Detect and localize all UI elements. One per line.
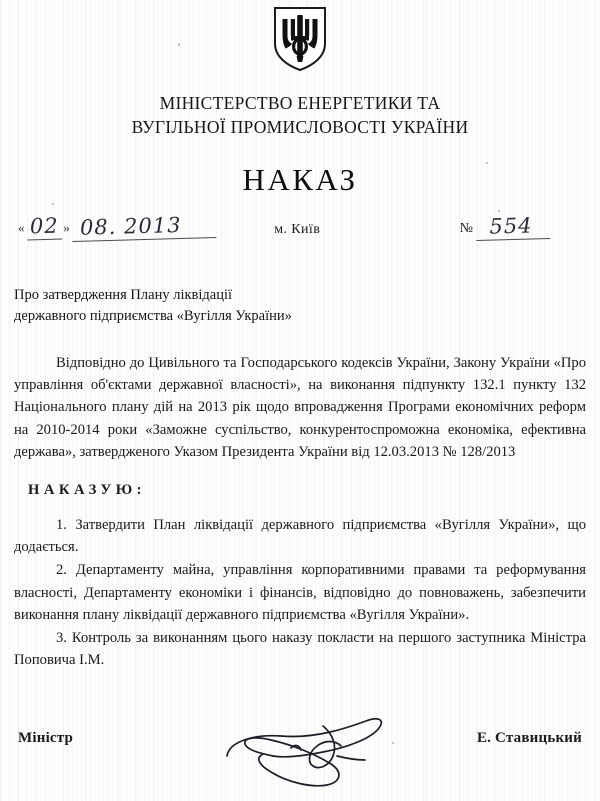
scan-speck [498,210,500,212]
body-item-2: 2. Департаменту майна, управління корпоративними правами та реформування власності, Департаменту економіки і фінансів, відповідно до повноважень, забезпечити виконання плану ліквідації державного підприємства «Вугілля України». [14,562,586,623]
scan-speck [52,203,54,205]
subject-line-2: державного підприємства «Вугілля України» [14,308,292,325]
document-number-field [460,214,550,240]
signer-role: Міністр [18,730,74,746]
body-item-3: 3. Контроль за виконанням цього наказу покласти на першого заступника Міністра Поповича І.М. [14,629,586,669]
quote-close: » [63,220,70,235]
date-day-value: 02 [26,214,61,241]
order-keyword: НАКАЗУЮ: [28,481,146,498]
date-month-year-value: 08. 2013 [71,212,216,242]
document-title: НАКАЗ [242,162,358,197]
ministry-header [0,92,600,139]
scan-speck [486,162,488,164]
scan-speck [392,742,394,744]
ministry-line-2: ВУГІЛЬНОЇ ПРОМИСЛОВОСТІ УКРАЇНИ [131,116,469,137]
document-subject [14,285,344,327]
signer-name: Е. Ставицький [476,730,582,746]
body-item-1: 1. Затвердити План ліквідації державного підприємства «Вугілля України», що додається. [14,517,586,556]
handwritten-signature-icon [219,712,394,794]
ministry-line-1: МІНІСТЕРСТВО ЕНЕРГЕТИКИ ТА [159,93,441,113]
quote-open: « [18,220,25,235]
date-field [18,214,216,240]
emblem-container [0,6,600,72]
document-body [14,352,586,672]
body-preamble: Відповідно до Цивільного та Господарського кодексів України, Закону України «Про управління об'єктами державної власності», на виконання підпункту 132.1 пункту 132 Національного плану дій на 2013 рік щодо впровадження Програми економічних реформ на 2010-2014 роки «Заможне суспільство, конкурентоспроможна економіка, ефективна держава», затвердженого Указом Президента України від 12.03.2013 № 128/2013 [14,355,586,460]
document-meta-row [14,214,586,248]
city-label: м. Київ [274,222,321,237]
number-sign: № [459,221,473,236]
subject-line-1: Про затвердження Плану ліквідації [14,287,233,303]
ukrainian-trident-emblem-icon [272,6,328,72]
scan-speck [178,43,180,46]
document-number-value: 554 [476,213,551,241]
signature-block [14,730,586,760]
